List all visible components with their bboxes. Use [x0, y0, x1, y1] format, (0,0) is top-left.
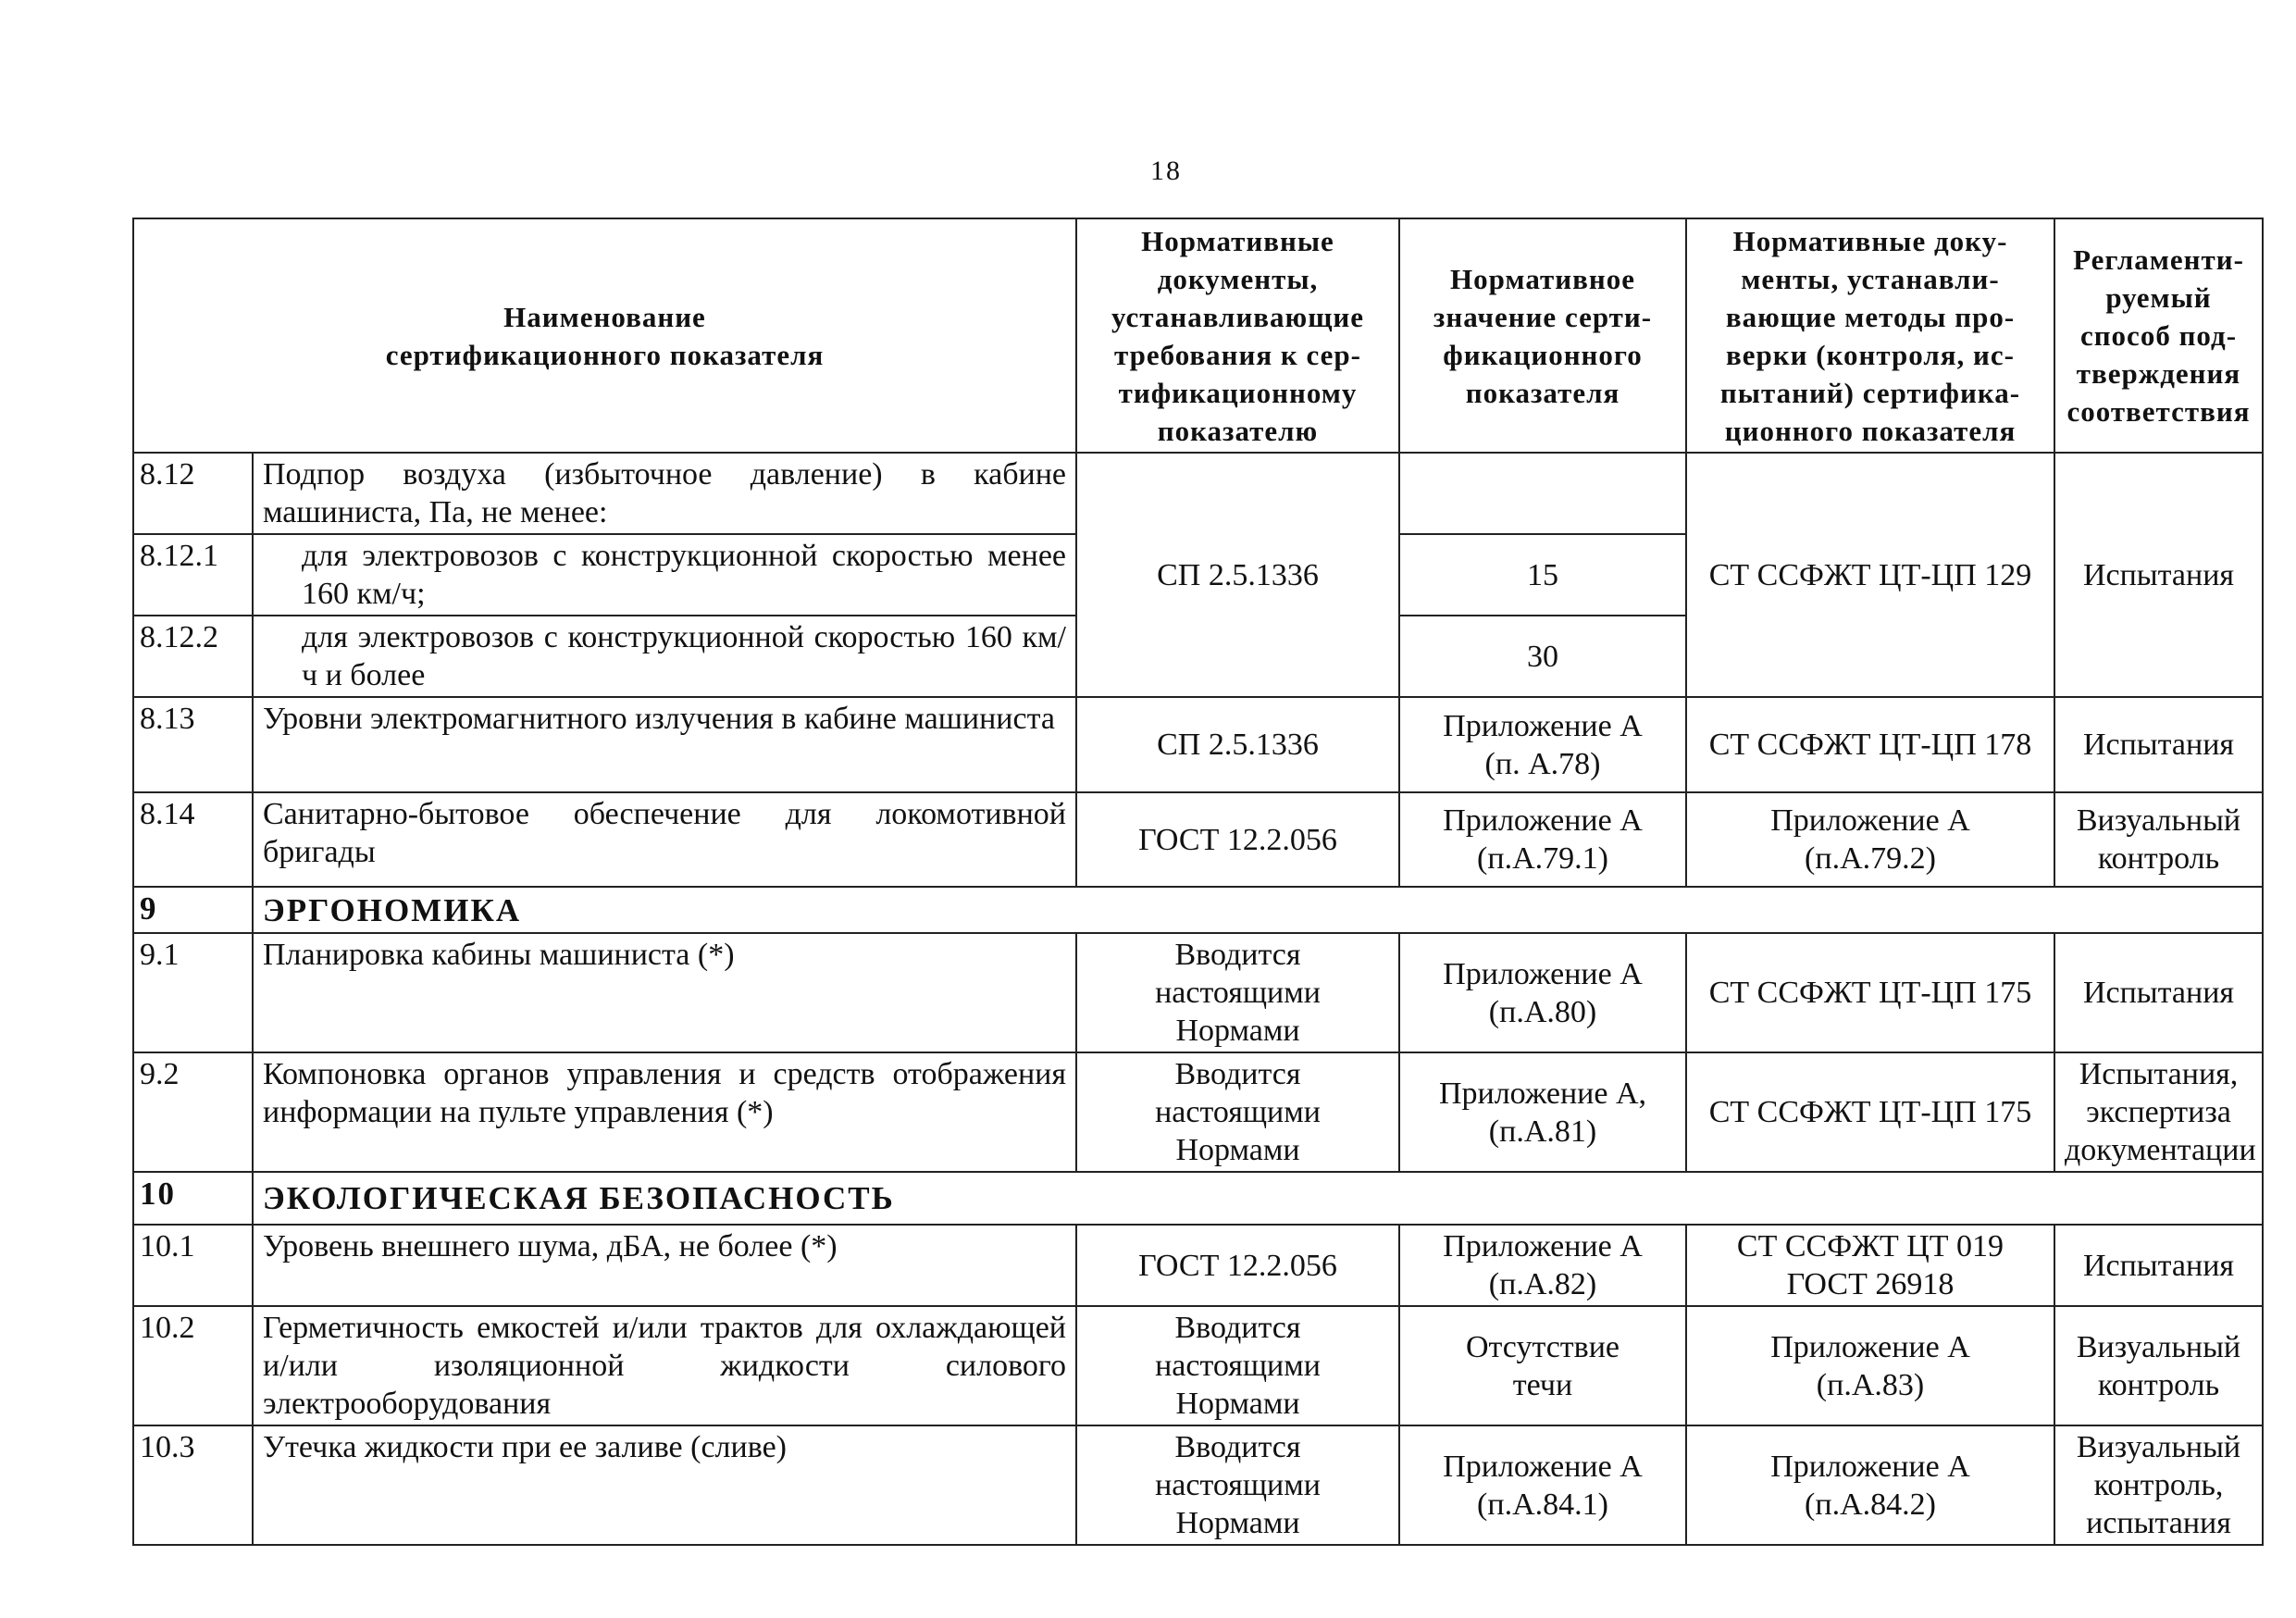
row-value: Приложение А (п. А.78) [1399, 697, 1686, 792]
section-row [133, 887, 2263, 933]
row-value: 30 [1399, 616, 1686, 697]
row-name: Компоновка органов управления и средств отображения информации на пульте управления (*) [253, 1052, 1076, 1172]
row-name: для электровозов с конструкционной скоростью 160 км/ч и более [253, 616, 1076, 697]
table-header-row [133, 218, 2263, 453]
row-number: 10.2 [133, 1306, 253, 1425]
table-row [133, 933, 2263, 1052]
row-methods: СТ ССФЖТ ЦТ 019 ГОСТ 26918 [1686, 1225, 2054, 1306]
section-row [133, 1172, 2263, 1225]
row-way: Испытания, экспертиза документации [2054, 1052, 2263, 1172]
section-number: 10 [133, 1172, 253, 1225]
certification-table [132, 218, 2264, 1546]
row-value-empty [1399, 453, 1686, 534]
row-number: 9.1 [133, 933, 253, 1052]
table-row [133, 1225, 2263, 1306]
header-methods: Нормативные доку- менты, устанавли- вающие методы про- верки (контроля, ис- пытаний) сертифика- ционного показателя [1686, 218, 2054, 453]
row-methods: Приложение А (п.А.83) [1686, 1306, 2054, 1425]
table-row [133, 1306, 2263, 1425]
row-value: 15 [1399, 534, 1686, 616]
row-name: Санитарно-бытовое обеспечение для локомотивной бригады [253, 792, 1076, 887]
row-docs: Вводится настоящими Нормами [1076, 1052, 1399, 1172]
row-number: 8.12.2 [133, 616, 253, 697]
page-number: 18 [1150, 156, 1182, 186]
row-docs: СП 2.5.1336 [1076, 453, 1399, 697]
header-value: Нормативное значение серти- фикационного показателя [1399, 218, 1686, 453]
row-name: Уровни электромагнитного излучения в кабине машиниста [253, 697, 1076, 792]
table-row [133, 792, 2263, 887]
row-value: Приложение А (п.А.80) [1399, 933, 1686, 1052]
row-name: Планировка кабины машиниста (*) [253, 933, 1076, 1052]
row-value: Отсутствие течи [1399, 1306, 1686, 1425]
table-row [133, 1425, 2263, 1545]
row-methods: СТ ССФЖТ ЦТ-ЦП 175 [1686, 1052, 2054, 1172]
row-number: 10.3 [133, 1425, 253, 1545]
row-way: Визуальный контроль, испытания [2054, 1425, 2263, 1545]
section-title: ЭРГОНОМИКА [253, 887, 2263, 933]
row-value: Приложение А (п.А.84.1) [1399, 1425, 1686, 1545]
row-way: Испытания [2054, 453, 2263, 697]
header-way: Регламенти- руемый способ под- тверждения соответствия [2054, 218, 2263, 453]
section-title: ЭКОЛОГИЧЕСКАЯ БЕЗОПАСНОСТЬ [253, 1172, 2263, 1225]
row-way: Испытания [2054, 933, 2263, 1052]
header-docs: Нормативные документы, устанавливающие требования к сер- тификационному показателю [1076, 218, 1399, 453]
row-value: Приложение А (п.А.79.1) [1399, 792, 1686, 887]
row-methods: СТ ССФЖТ ЦТ-ЦП 175 [1686, 933, 2054, 1052]
row-name: Подпор воздуха (избыточное давление) в кабине машиниста, Па, не менее: [253, 453, 1076, 534]
row-docs: СП 2.5.1336 [1076, 697, 1399, 792]
row-value: Приложение А (п.А.82) [1399, 1225, 1686, 1306]
row-docs: ГОСТ 12.2.056 [1076, 1225, 1399, 1306]
row-docs: Вводится настоящими Нормами [1076, 1425, 1399, 1545]
row-way: Визуальный контроль [2054, 1306, 2263, 1425]
row-way: Визуальный контроль [2054, 792, 2263, 887]
row-name: Утечка жидкости при ее заливе (сливе) [253, 1425, 1076, 1545]
row-docs: ГОСТ 12.2.056 [1076, 792, 1399, 887]
row-methods: СТ ССФЖТ ЦТ-ЦП 129 [1686, 453, 2054, 697]
row-name: Уровень внешнего шума, дБА, не более (*) [253, 1225, 1076, 1306]
row-number: 8.12.1 [133, 534, 253, 616]
section-number: 9 [133, 887, 253, 933]
row-value: Приложение А, (п.А.81) [1399, 1052, 1686, 1172]
row-way: Испытания [2054, 1225, 2263, 1306]
row-methods: Приложение А (п.А.84.2) [1686, 1425, 2054, 1545]
table-row [133, 453, 2263, 534]
row-number: 8.14 [133, 792, 253, 887]
header-name: Наименование сертификационного показателя [133, 218, 1076, 453]
row-number: 8.12 [133, 453, 253, 534]
row-name: Герметичность емкостей и/или трактов для охлаждающей и/или изоляционной жидкости силового электрооборудования [253, 1306, 1076, 1425]
row-way: Испытания [2054, 697, 2263, 792]
row-name: для электровозов с конструкционной скоростью менее 160 км/ч; [253, 534, 1076, 616]
row-methods: СТ ССФЖТ ЦТ-ЦП 178 [1686, 697, 2054, 792]
row-docs: Вводится настоящими Нормами [1076, 933, 1399, 1052]
table-row [133, 1052, 2263, 1172]
row-number: 9.2 [133, 1052, 253, 1172]
row-number: 8.13 [133, 697, 253, 792]
table-row [133, 697, 2263, 792]
row-methods: Приложение А (п.А.79.2) [1686, 792, 2054, 887]
row-docs: Вводится настоящими Нормами [1076, 1306, 1399, 1425]
row-number: 10.1 [133, 1225, 253, 1306]
